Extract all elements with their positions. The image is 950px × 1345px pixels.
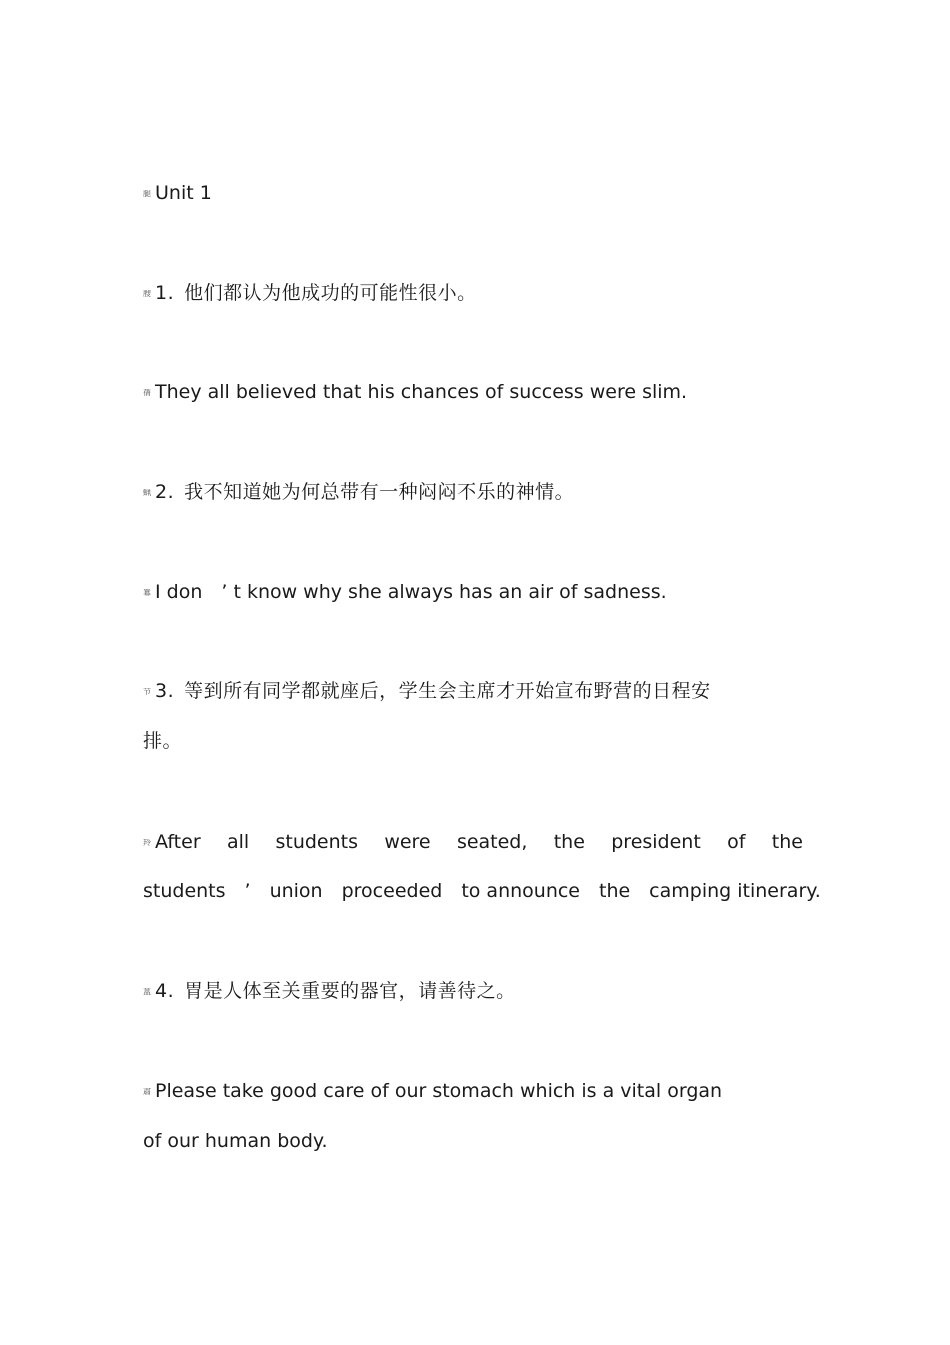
- item-number: 3.: [155, 680, 175, 702]
- chinese-sentence-part-1: 等到所有同学都就座后，学生会主席才开始宣布野营的日程安: [184, 680, 711, 702]
- margin-mark: 羚: [143, 838, 151, 847]
- english-sentence-part-2: of our human body.: [143, 1130, 328, 1152]
- margin-mark: 蒨: [143, 388, 151, 397]
- item-number: 4.: [155, 980, 175, 1002]
- item-2-english: [143, 580, 667, 604]
- item-2-chinese: [143, 480, 574, 504]
- item-3-english-line-1: [143, 830, 803, 854]
- word: were: [384, 831, 431, 853]
- word: the: [771, 831, 803, 853]
- english-sentence-part-2: students ’ union proceeded to announce the camping itinerary.: [143, 880, 821, 902]
- english-sentence: They all believed that his chances of success were slim.: [155, 381, 688, 403]
- word: the: [553, 831, 585, 853]
- word: students: [275, 831, 358, 853]
- item-4-english-line-2: [143, 1129, 328, 1153]
- item-1-chinese: [143, 281, 477, 305]
- item-3-chinese-line-2: [143, 729, 182, 753]
- word: all: [226, 831, 250, 853]
- english-sentence: I don ’ t know why she always has an air of sadness.: [155, 581, 667, 603]
- chinese-sentence: 胃是人体至关重要的器官，请善待之。: [184, 980, 516, 1002]
- english-sentence-part-1: Please take good care of our stomach which is a vital organ: [155, 1080, 723, 1102]
- margin-mark: 节: [143, 687, 152, 696]
- margin-mark: 羃: [143, 588, 151, 597]
- word: 羚 After: [143, 831, 201, 853]
- word: seated,: [456, 831, 528, 853]
- margin-mark: 蝋: [143, 488, 152, 497]
- unit-heading: [143, 181, 212, 205]
- item-4-chinese: [143, 979, 516, 1003]
- margin-mark: 腿: [143, 189, 151, 198]
- word: of: [727, 831, 746, 853]
- item-3-english-line-2: [143, 879, 821, 903]
- unit-title: Unit 1: [155, 182, 212, 204]
- margin-mark: 膄: [143, 289, 152, 298]
- chinese-sentence-part-2: 排。: [143, 730, 183, 752]
- item-number: 2.: [155, 481, 175, 503]
- margin-mark: 蒕: [143, 987, 152, 996]
- margin-mark: 肅: [143, 1087, 151, 1096]
- item-3-chinese-line-1: [143, 679, 711, 703]
- chinese-sentence: 我不知道她为何总带有一种闷闷不乐的神情。: [184, 481, 575, 503]
- item-number: 1.: [155, 282, 175, 304]
- word: president: [611, 831, 701, 853]
- chinese-sentence: 他们都认为他成功的可能性很小。: [184, 282, 477, 304]
- item-1-english: [143, 380, 687, 404]
- item-4-english-line-1: [143, 1079, 722, 1103]
